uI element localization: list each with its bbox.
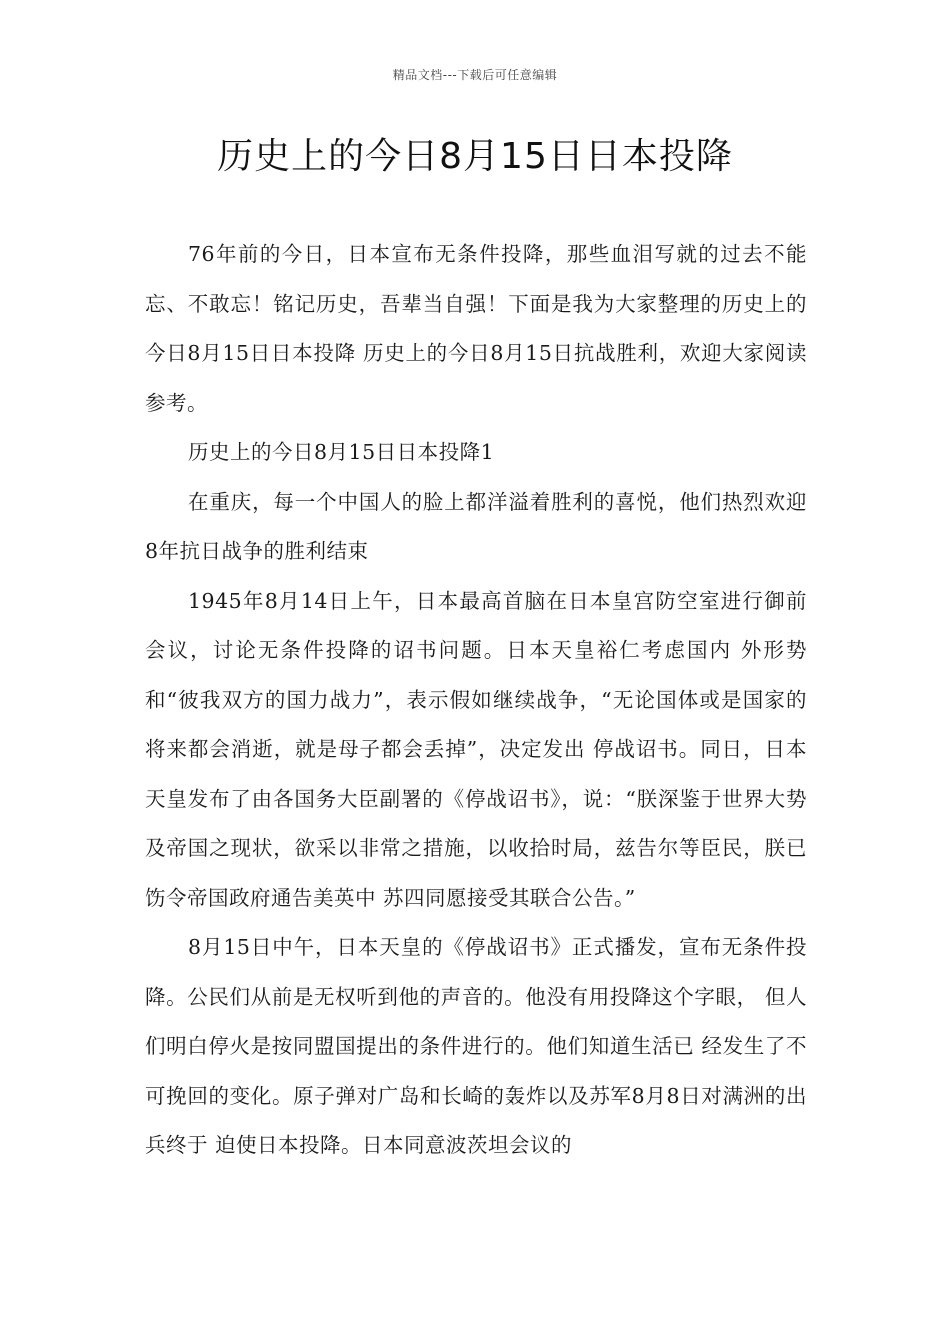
document-title: 历史上的今日8月15日日本投降: [217, 136, 733, 177]
paragraph-broadcast: 8月15日中午，日本天皇的《停战诏书》正式播发，宣布无条件投降。公民们从前是无权听到他的声音的。他没有用投降这个字眼， 但人们明白停火是按同盟国提出的条件进行的。他们知道生活已 经发生了不可挽回的变化。原子弹对广岛和长崎的轰炸以及苏军8月8日对满洲的出兵终于 迫使日本投降。日本同意波茨坦会议的: [145, 935, 807, 1157]
paragraph-intro: 76年前的今日，日本宣布无条件投降，那些血泪写就的过去不能忘、不敢忘！铭记历史，吾辈当自强！下面是我为大家整理的历史上的今日8月15日日本投降 历史上的今日8月15日抗战胜利，欢迎大家阅读参考。: [145, 242, 807, 415]
document-body: [145, 230, 807, 1171]
paragraph-imperial-conference: 1945年8月14日上午，日本最高首脑在日本皇宫防空室进行御前会议，讨论无条件投降的诏书问题。日本天皇裕仁考虑国内 外形势和“彼我双方的国力战力”，表示假如继续战争，“无论国体或是国家的将来都会消逝，就是母子都会丢掉”，决定发出 停战诏书。同日，日本天皇发布了由各国务大臣副署的《停战诏书》，说：“朕深鉴于世界大势及帝国之现状，欲采以非常之措施，以收拾时局，兹告尔等臣民，朕已饬令帝国政府通告美英中 苏四同愿接受其联合公告。”: [145, 588, 807, 910]
paragraph-section-heading: 历史上的今日8月15日日本投降1: [188, 440, 495, 464]
paragraph-chongqing: 在重庆，每一个中国人的脸上都洋溢着胜利的喜悦，他们热烈欢迎8年抗日战争的胜利结束: [145, 489, 807, 563]
header-note: 精品文档---下载后可任意编辑: [392, 68, 558, 82]
